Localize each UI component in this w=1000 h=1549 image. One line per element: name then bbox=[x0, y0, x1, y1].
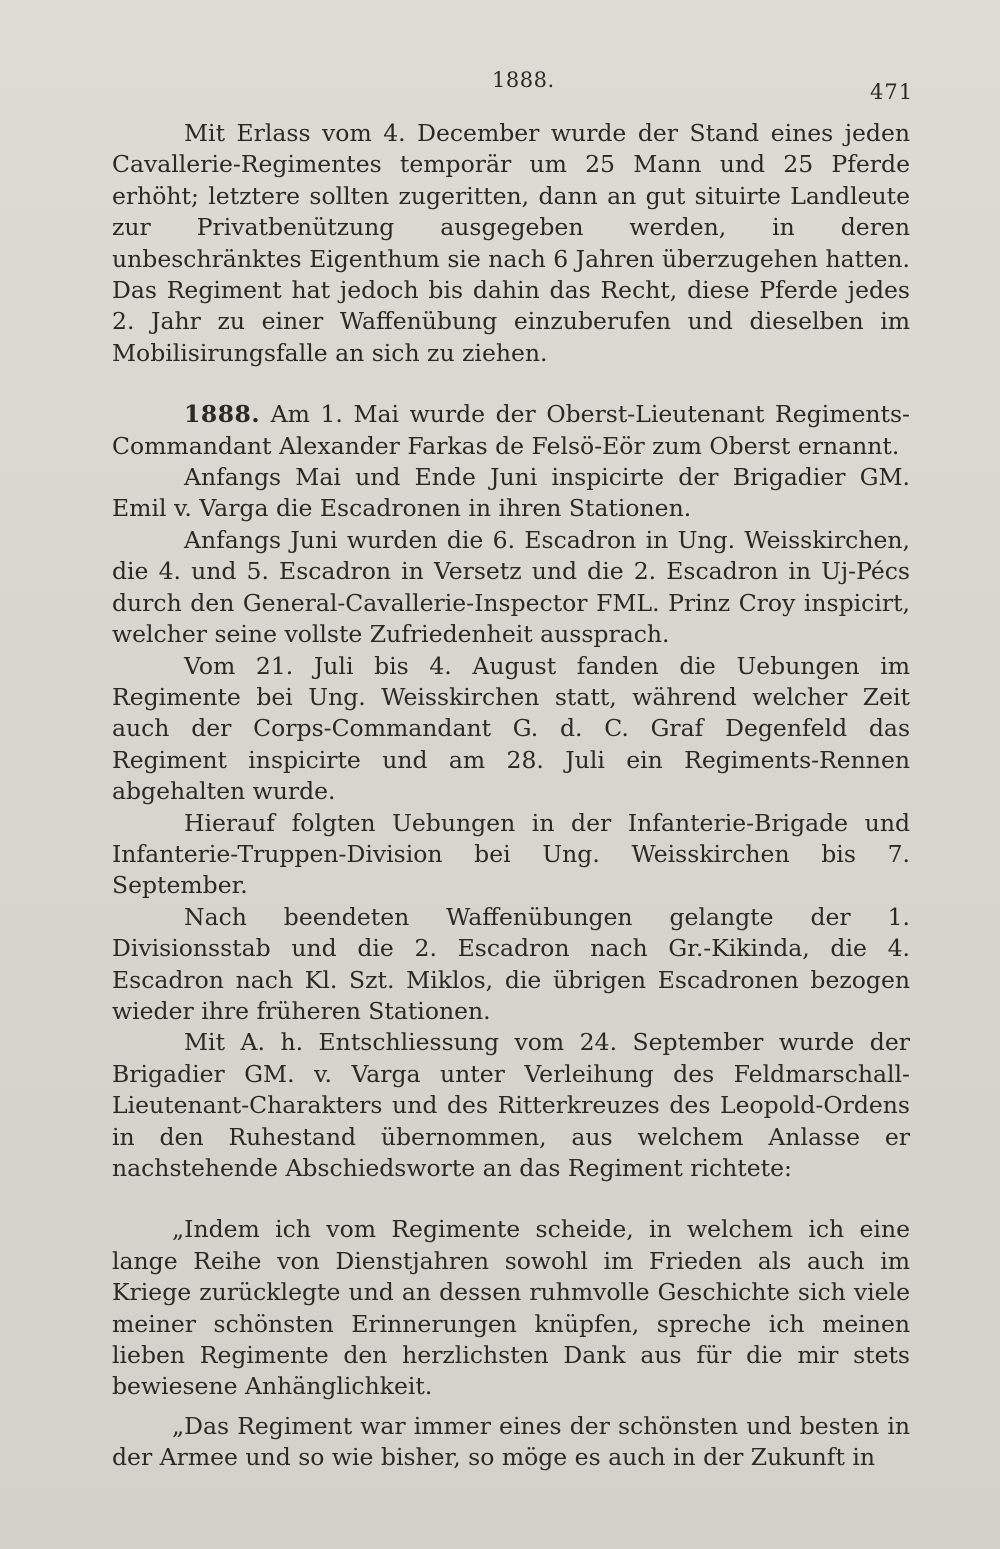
page-header bbox=[0, 68, 1000, 108]
paragraph-erlass: Mit Erlass vom 4. December wurde der Stand eines jeden Cavallerie-Regimentes temporär um 25 Mann und 25 Pferde erhöht; letztere sollten zugeritten, dann an gut situirte Landleute zur Privatbenützung ausgegeben werden, in deren unbeschränktes Eigenthum sie nach 6 Jahren überzugehen hatten. Das Regiment hat jedoch bis dahin das Recht, diese Pferde jedes 2. Jahr zu einer Waffenübung einzuberufen und dieselben im Mobilisirungsfalle an sich zu ziehen. bbox=[112, 119, 910, 367]
paragraph-stations: Nach beendeten Waffenübungen gelangte der 1. Divisionsstab und die 2. Escadron nach Gr.-Kikinda, die 4. Escadron nach Kl. Szt. Miklos, die übrigen Escadronen bezogen wieder ihre früheren Stationen. bbox=[112, 902, 910, 1025]
page-body bbox=[112, 118, 910, 1474]
paragraph-text: Am 1. Mai wurde der Oberst-Lieutenant Regiments-Commandant Alexander Farkas de Felsö-Eör zum Oberst ernannt. bbox=[112, 400, 910, 460]
quote-paragraph-2: „Das Regiment war immer eines der schönsten und besten in der Armee und so wie bisher, so möge es auch in der Zukunft in bbox=[112, 1411, 910, 1472]
year-heading: 1888. bbox=[184, 400, 261, 429]
paragraph-brigade-exercises: Hierauf folgten Uebungen in der Infanterie-Brigade und Infanterie-Truppen-Division bei Ung. Weisskirchen bis 7. September. bbox=[112, 808, 910, 900]
paragraph-exercises-july: Vom 21. Juli bis 4. August fanden die Uebungen im Regimente bei Ung. Weisskirchen statt, während welcher Zeit auch der Corps-Commandant G. d. C. Graf Degenfeld das Regiment inspicirte und am 28. Juli ein Regiments-Rennen abgehalten wurde. bbox=[112, 651, 910, 806]
running-head-year: 1888. bbox=[492, 68, 555, 92]
paragraph-retirement: Mit A. h. Entschliessung vom 24. September wurde der Brigadier GM. v. Varga unter Verleihung des Feldmarschall-Lieutenant-Charakters und des Ritterkreuzes des Leopold-Ordens in den Ruhestand übernommen, aus welchem Anlasse er nachstehende Abschiedsworte an das Regiment richtete: bbox=[112, 1028, 910, 1182]
quote-paragraph-1: „Indem ich vom Regimente scheide, in welchem ich eine lange Reihe von Dienstjahren sowohl im Frieden als auch im Kriege zurücklegte und an dessen ruhmvolle Geschichte sich viele meiner schönsten Erinnerungen knüpfen, spreche ich meinen lieben Regimente den herzlichsten Dank aus für die mir stets bewiesene Anhänglichkeit. bbox=[112, 1215, 910, 1401]
paragraph-1888-promotion bbox=[112, 399, 910, 462]
paragraph-inspection-may-june: Anfangs Mai und Ende Juni inspicirte der Brigadier GM. Emil v. Varga die Escadronen in ihren Stationen. bbox=[112, 463, 910, 523]
paragraph-inspection-june: Anfangs Juni wurden die 6. Escadron in Ung. Weisskirchen, die 4. und 5. Escadron in Versetz und die 2. Escadron in Uj-Pécs durch den General-Cavallerie-Inspector FML. Prinz Croy inspicirt, welcher seine vollste Zufriedenheit aussprach. bbox=[112, 525, 910, 649]
page-number: 471 bbox=[870, 80, 914, 104]
